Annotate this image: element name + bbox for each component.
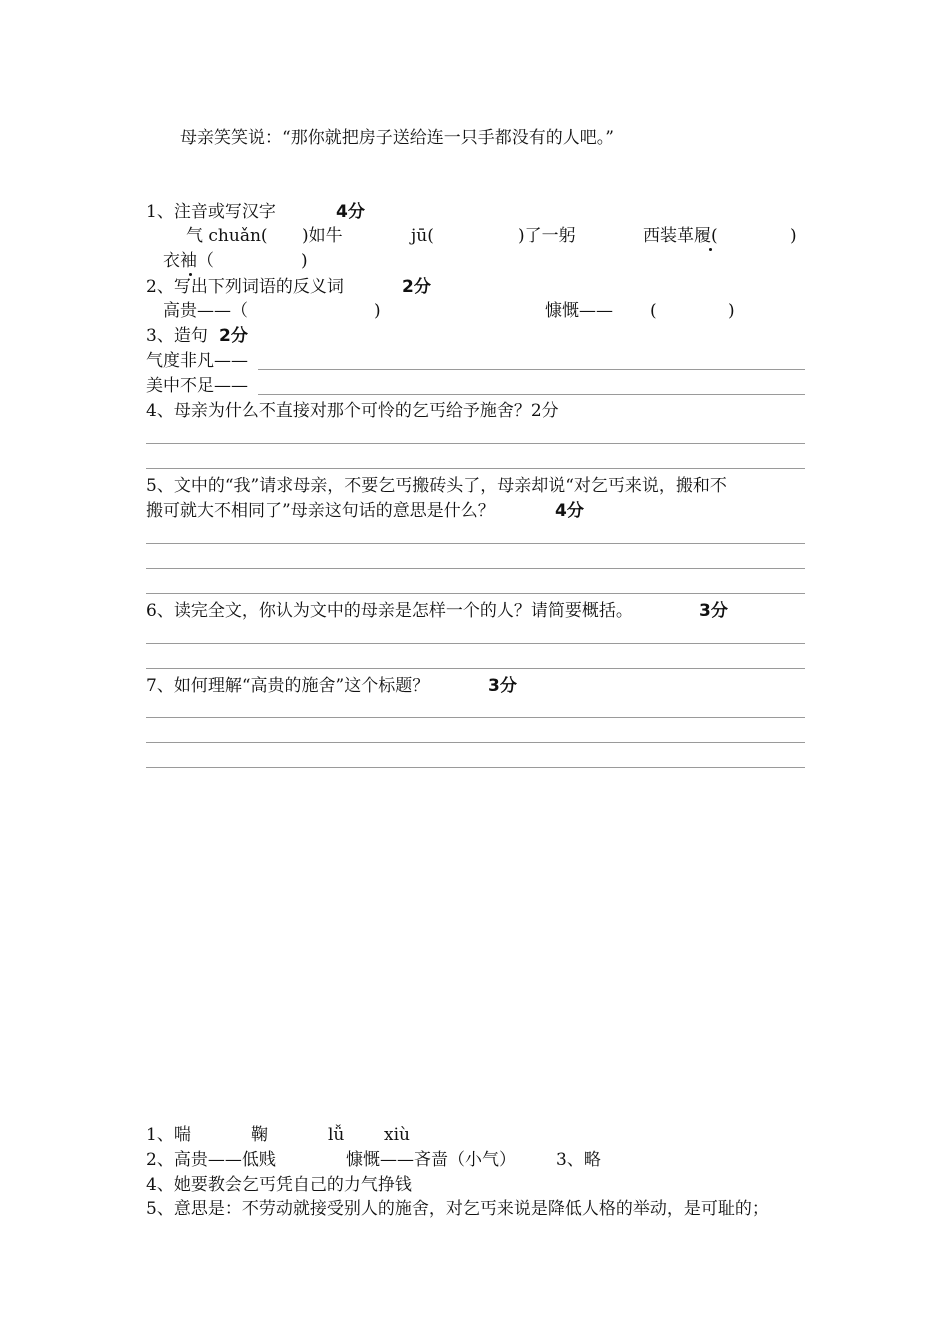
answer-2-left: 2、高贵——低贱 [146, 1150, 276, 1170]
passage-last-line: 母亲笑笑说：“那你就把房子送给连一只手都没有的人吧。” [180, 128, 614, 148]
q1-item-qichuan: 气 chuǎn( [186, 226, 268, 246]
q1-item-xiuzi-close: ) [301, 251, 308, 271]
q1-item-xizhuang-close: ) [790, 226, 797, 246]
question-5-line1: 5、文中的“我”请求母亲，不要乞丐搬砖头了，母亲却说“对乞丐来说，搬和不 [146, 476, 727, 496]
q4-answer-line-2[interactable] [146, 468, 805, 469]
q2-left-word: 高贵——（ [163, 301, 248, 321]
q3-line1-label: 气度非凡—— [146, 351, 248, 371]
q4-answer-line-1[interactable] [146, 443, 805, 444]
q1-item-xiuzi: 衣袖（ [163, 251, 214, 271]
q3-answer-line-2[interactable] [258, 394, 805, 395]
answer-1-b: 鞠 [251, 1125, 268, 1145]
question-6-score: 3分 [699, 601, 728, 621]
question-6-title: 6、读完全文，你认为文中的母亲是怎样一个的人？请简要概括。 [146, 601, 633, 621]
q5-answer-line-3[interactable] [146, 593, 805, 594]
q3-line2-label: 美中不足—— [146, 376, 248, 396]
question-5-line2: 搬可就大不相同了”母亲这句话的意思是什么？ [146, 501, 495, 521]
q1-item-qichuan-close: )如牛 [302, 226, 343, 246]
answer-3: 3、略 [556, 1150, 601, 1170]
q2-right-close: ) [728, 301, 735, 321]
emphasis-dot-lu [709, 248, 712, 251]
answer-4: 4、她要教会乞丐凭自己的力气挣钱 [146, 1175, 412, 1195]
q5-answer-line-2[interactable] [146, 568, 805, 569]
q2-right-word: 慷慨—— [545, 301, 613, 321]
q1-item-xizhuang: 西装革履( [643, 226, 718, 246]
question-3-title: 3、造句 [146, 326, 208, 346]
question-7-title: 7、如何理解“高贵的施舍”这个标题？ [146, 676, 430, 696]
question-4-title: 4、母亲为什么不直接对那个可怜的乞丐给予施舍？2分 [146, 401, 559, 421]
question-2-title: 2、写出下列词语的反义词 [146, 277, 344, 297]
answer-5: 5、意思是：不劳动就接受别人的施舍，对乞丐来说是降低人格的举动，是可耻的； [146, 1199, 769, 1219]
q1-item-ju: jū( [411, 226, 434, 246]
answer-1-c: lǚ [328, 1125, 345, 1145]
q7-answer-line-1[interactable] [146, 717, 805, 718]
question-3-score: 2分 [219, 326, 248, 346]
question-2-score: 2分 [402, 277, 431, 297]
question-7-score: 3分 [488, 676, 517, 696]
question-1-score: 4分 [336, 202, 365, 222]
answer-1-d: xiù [384, 1125, 410, 1145]
q2-right-paren: ( [650, 301, 657, 321]
answer-2-right: 慷慨——吝啬（小气） [346, 1150, 516, 1170]
answer-1-num: 1、喘 [146, 1125, 191, 1145]
q3-answer-line-1[interactable] [258, 369, 805, 370]
q7-answer-line-2[interactable] [146, 742, 805, 743]
q2-left-close: ) [374, 301, 381, 321]
question-5-score: 4分 [555, 501, 584, 521]
q7-answer-line-3[interactable] [146, 767, 805, 768]
q5-answer-line-1[interactable] [146, 543, 805, 544]
q6-answer-line-1[interactable] [146, 643, 805, 644]
q6-answer-line-2[interactable] [146, 668, 805, 669]
q1-item-ju-close: )了一躬 [518, 226, 576, 246]
question-1-title: 1、注音或写汉字 [146, 202, 276, 222]
